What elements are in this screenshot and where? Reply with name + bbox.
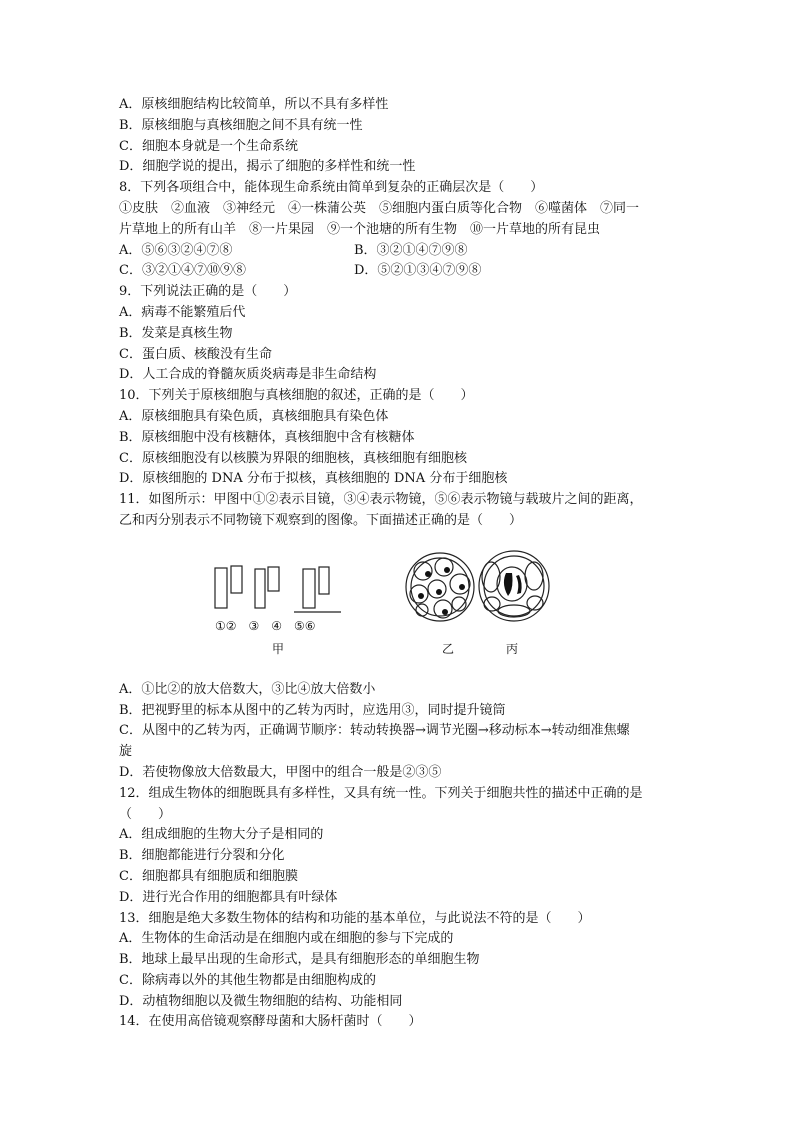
figure-label-bing: 丙 [506,641,519,656]
question-8-stem: 8．下列各项组合中，能体现生命系统由简单到复杂的正确层次是（ ） [119,180,544,196]
question-10-stem: 10．下列关于原核细胞与真核细胞的叙述，正确的是（ ） [119,388,474,404]
text-line: A．①比②的放大倍数大，③比④放大倍数小 [119,681,376,697]
question-page [119,95,679,1033]
option-a: A．⑤⑥③②④⑦⑧ [119,242,233,258]
text-line: C．除病毒以外的其他生物都是由细胞构成的 [119,972,376,988]
question-13-stem: 13．细胞是绝大多数生物体的结构和功能的基本单位，与此说法不符的是（ ） [119,910,591,926]
figure-label-yi: 乙 [442,641,455,656]
question-14-stem: 14．在使用高倍镜观察酵母菌和大肠杆菌时（ ） [119,1014,422,1030]
option-row [119,241,679,262]
text-line: 片草地上的所有山羊 ⑧一片果园 ⑨一个池塘的所有生物 ⑩一片草地的所有昆虫 [119,221,601,237]
text-line: ①皮肤 ②血液 ③神经元 ④一株蒲公英 ⑤细胞内蛋白质等化合物 ⑥噬菌体 ⑦同一 [119,200,640,216]
option-d: D．⑤②①③④⑦⑨⑧ [354,263,482,279]
question-11-stem: 11．如图所示：甲图中①②表示目镜，③④表示物镜，⑤⑥表示物镜与载玻片之间的距离， [119,492,643,508]
lens-numbers: ①② ③ ④ ⑤⑥ [215,618,316,633]
microscope-figure [119,532,679,680]
objective-3-icon [255,569,265,608]
text-line: C．蛋白质、核酸没有生命 [119,346,272,362]
text-line: A．原核细胞具有染色质，真核细胞具有染色体 [119,408,389,424]
text-line: C．细胞本身就是一个生命系统 [119,138,298,154]
objective-5-icon [303,569,315,608]
text-line: 乙和丙分别表示不同物镜下观察到的图像。下面描述正确的是（ ） [119,512,523,528]
text-line: D．细胞学说的提出，揭示了细胞的多样性和统一性 [119,159,416,175]
text-line: C．从图中的乙转为丙，正确调节顺序：转动转换器→调节光圈→移动标本→转动细准焦螺 [119,723,630,739]
option-row [119,261,679,282]
option-c: C．③②①④⑦⑩⑨⑧ [119,263,246,279]
text-line: D．进行光合作用的细胞都具有叶绿体 [119,889,338,905]
figure-label-jia: 甲 [272,641,285,656]
text-line: A．原核细胞结构比较简单，所以不具有多样性 [119,97,389,112]
text-line: （ ） [119,806,172,822]
text-line: D．人工合成的脊髓灰质炎病毒是非生命结构 [119,367,377,383]
text-line: B．发菜是真核生物 [119,325,233,341]
text-line: B．把视野里的标本从图中的乙转为丙时，应选用③，同时提升镜筒 [119,702,506,718]
question-12-stem: 12．组成生物体的细胞既具有多样性，又具有统一性。下列关于细胞共性的描述中正确的是 [119,785,643,801]
objective-6-icon [319,567,329,594]
option-b: B．③②①④⑦⑨⑧ [354,242,468,258]
text-line: B．细胞都能进行分裂和分化 [119,848,285,864]
text-line: B．地球上最早出现的生命形式，是具有细胞形态的单细胞生物 [119,952,480,968]
text-line: 旋 [119,744,133,760]
text-line: B．原核细胞中没有核糖体，真核细胞中含有核糖体 [119,429,415,445]
text-line: A．组成细胞的生物大分子是相同的 [119,827,324,843]
text-line: A．病毒不能繁殖后代 [119,304,246,320]
text-line: C．原核细胞没有以核膜为界限的细胞核，真核细胞有细胞核 [119,450,467,466]
text-line: B．原核细胞与真核细胞之间不具有统一性 [119,117,363,133]
question-9-stem: 9．下列说法正确的是（ ） [119,284,297,300]
text-line: A．生物体的生命活动是在细胞内或在细胞的参与下完成的 [119,931,454,947]
text-line: D．动植物细胞以及微生物细胞的结构、功能相同 [119,993,403,1009]
eyepiece-1-icon [215,568,227,608]
eyepiece-2-icon [231,566,242,593]
objective-4-icon [268,567,279,591]
text-line: C．细胞都具有细胞质和细胞膜 [119,868,298,884]
figure-drawing [119,532,679,680]
text-line: D．若使物像放大倍数最大，甲图中的组合一般是②③⑤ [119,764,442,780]
text-line: D．原核细胞的 DNA 分布于拟核，真核细胞的 DNA 分布于细胞核 [119,471,508,487]
